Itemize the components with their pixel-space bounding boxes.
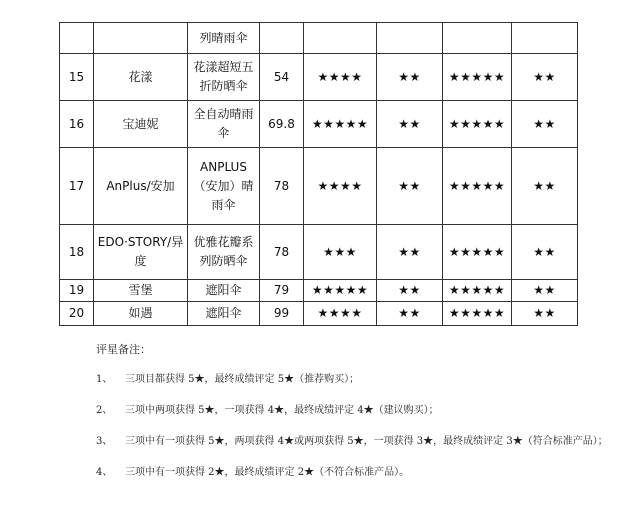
brand-cell: 雪堡 xyxy=(94,280,188,302)
rating-cell-1 xyxy=(304,23,377,54)
rating-cell-3: ★★★★★ xyxy=(443,101,512,148)
product-cell: ANPLUS（安加）晴雨伞 xyxy=(188,148,260,225)
rating-cell-1: ★★★★ xyxy=(304,148,377,225)
rating-cell-3 xyxy=(443,23,512,54)
rating-cell-1: ★★★★ xyxy=(304,302,377,326)
rating-cell-3: ★★★★★ xyxy=(443,280,512,302)
brand-cell: 如遇 xyxy=(94,302,188,326)
note-number: 1、 xyxy=(96,374,113,385)
table-row xyxy=(60,280,578,302)
note-text: 三项目都获得 5★，最终成绩评定 5★（推荐购买）； xyxy=(125,374,360,385)
rating-table xyxy=(59,22,578,326)
rating-cell-1: ★★★ xyxy=(304,225,377,280)
note-item xyxy=(96,402,616,419)
rating-cell-1: ★★★★ xyxy=(304,54,377,101)
rating-cell-4: ★★ xyxy=(512,101,578,148)
table-row xyxy=(60,23,578,54)
rating-cell-4: ★★ xyxy=(512,225,578,280)
price-cell: 54 xyxy=(260,54,304,101)
row-number: 18 xyxy=(60,225,94,280)
note-text: 三项中两项获得 5★，一项获得 4★，最终成绩评定 4★（建议购买）； xyxy=(125,405,439,416)
price-cell xyxy=(260,23,304,54)
price-cell: 69.8 xyxy=(260,101,304,148)
rating-cell-3: ★★★★★ xyxy=(443,54,512,101)
rating-notes xyxy=(96,341,616,495)
rating-cell-1: ★★★★★ xyxy=(304,280,377,302)
rating-cell-2: ★★ xyxy=(377,148,443,225)
rating-cell-1: ★★★★★ xyxy=(304,101,377,148)
row-number xyxy=(60,23,94,54)
rating-cell-2: ★★ xyxy=(377,280,443,302)
rating-cell-4: ★★ xyxy=(512,280,578,302)
rating-cell-2: ★★ xyxy=(377,225,443,280)
price-cell: 99 xyxy=(260,302,304,326)
brand-cell: AnPlus/安加 xyxy=(94,148,188,225)
notes-title: 评星备注： xyxy=(96,343,151,356)
note-number: 3、 xyxy=(96,436,113,447)
row-number: 16 xyxy=(60,101,94,148)
note-item xyxy=(96,464,616,481)
note-number: 2、 xyxy=(96,405,113,416)
brand-cell: 花漾 xyxy=(94,54,188,101)
row-number: 19 xyxy=(60,280,94,302)
table-row xyxy=(60,101,578,148)
product-cell: 优雅花瓣系列防晒伞 xyxy=(188,225,260,280)
product-cell: 全自动晴雨伞 xyxy=(188,101,260,148)
rating-cell-4: ★★ xyxy=(512,54,578,101)
note-item xyxy=(96,371,616,388)
note-number: 4、 xyxy=(96,467,113,478)
table-row xyxy=(60,54,578,101)
rating-cell-4: ★★ xyxy=(512,302,578,326)
product-cell: 花漾超短五折防晒伞 xyxy=(188,54,260,101)
rating-cell-3: ★★★★★ xyxy=(443,148,512,225)
rating-cell-2 xyxy=(377,23,443,54)
rating-cell-3: ★★★★★ xyxy=(443,225,512,280)
product-cell: 遮阳伞 xyxy=(188,302,260,326)
price-cell: 78 xyxy=(260,225,304,280)
rating-cell-4 xyxy=(512,23,578,54)
rating-cell-2: ★★ xyxy=(377,54,443,101)
row-number: 17 xyxy=(60,148,94,225)
note-text: 三项中有一项获得 2★，最终成绩评定 2★（不符合标准产品）。 xyxy=(125,467,410,478)
rating-cell-2: ★★ xyxy=(377,101,443,148)
price-cell: 79 xyxy=(260,280,304,302)
rating-cell-4: ★★ xyxy=(512,148,578,225)
row-number: 15 xyxy=(60,54,94,101)
table-row xyxy=(60,225,578,280)
note-text: 三项中有一项获得 5★，两项获得 4★或两项获得 5★，一项获得 3★，最终成绩评定 3★（符合标准产品）； xyxy=(125,436,608,447)
brand-cell: 宝迪妮 xyxy=(94,101,188,148)
price-cell: 78 xyxy=(260,148,304,225)
brand-cell xyxy=(94,23,188,54)
table-row xyxy=(60,148,578,225)
table-row xyxy=(60,302,578,326)
rating-cell-2: ★★ xyxy=(377,302,443,326)
brand-cell: EDO·STORY/异度 xyxy=(94,225,188,280)
rating-cell-3: ★★★★★ xyxy=(443,302,512,326)
product-cell: 遮阳伞 xyxy=(188,280,260,302)
note-item xyxy=(96,433,616,450)
product-cell: 列晴雨伞 xyxy=(188,23,260,54)
row-number: 20 xyxy=(60,302,94,326)
